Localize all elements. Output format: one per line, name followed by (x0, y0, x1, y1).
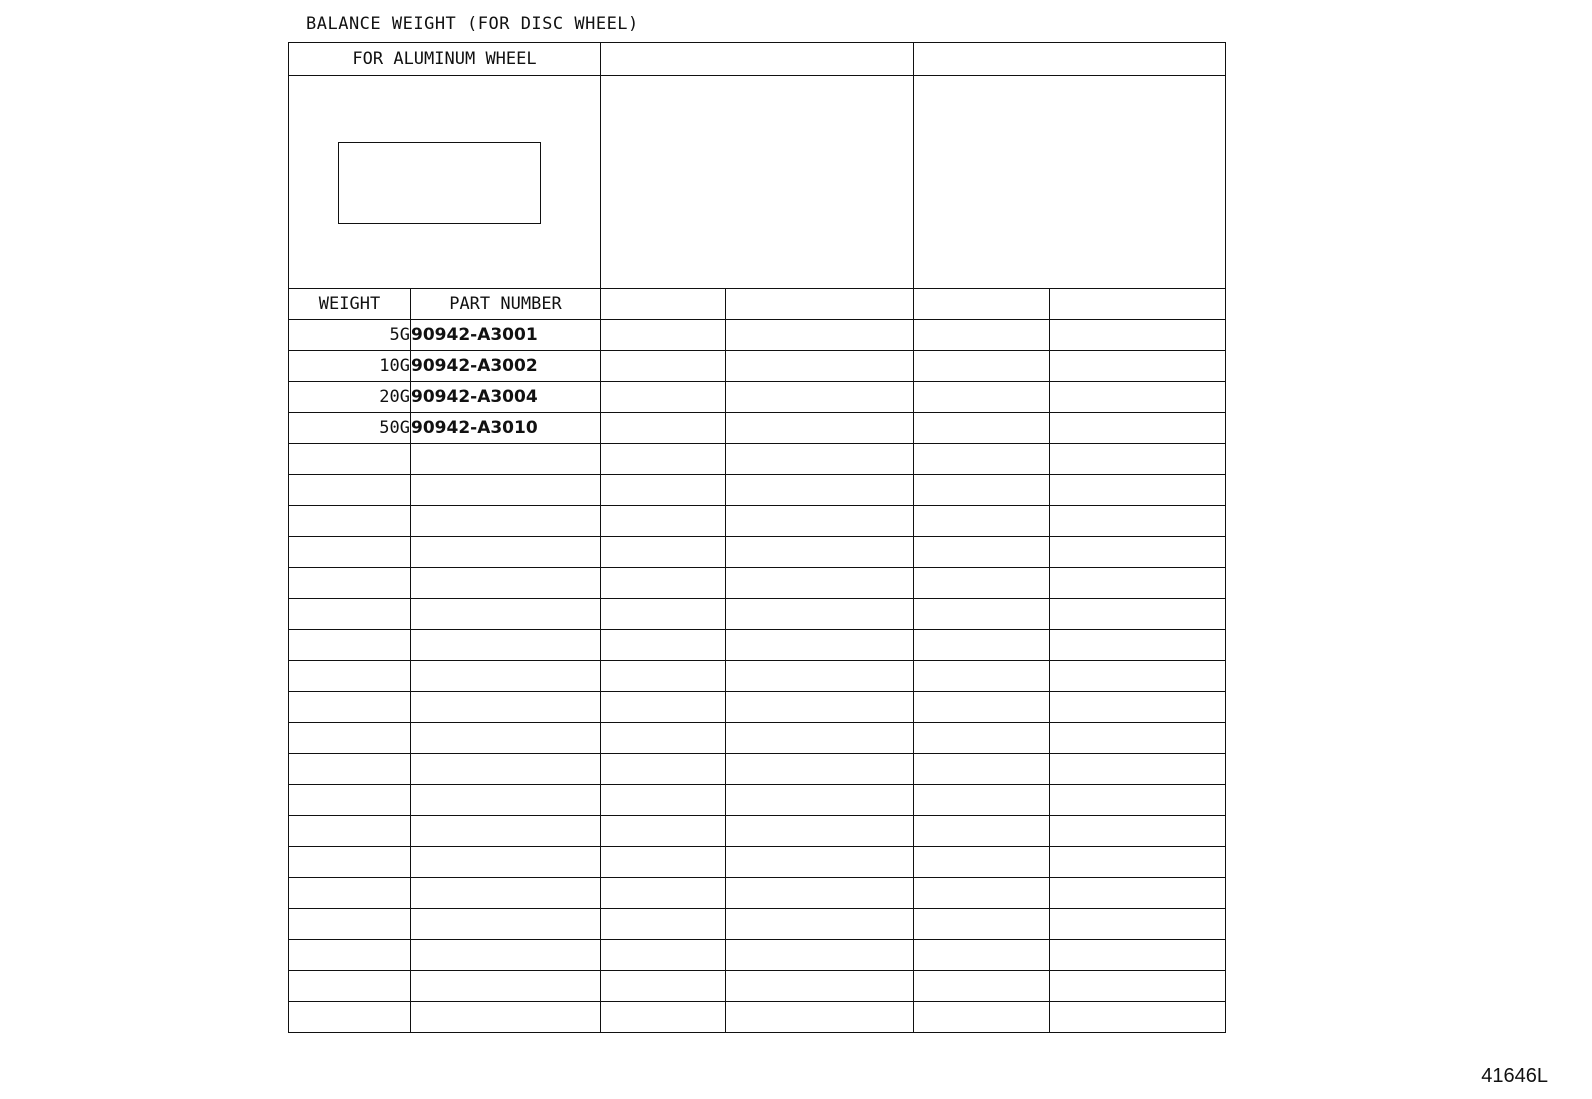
empty-cell (289, 723, 411, 754)
section-title-2 (601, 43, 914, 76)
empty-cell (289, 971, 411, 1002)
empty-cell (1050, 816, 1226, 847)
empty-cell (289, 568, 411, 599)
empty-cell (601, 568, 726, 599)
balance-weight-table (288, 42, 1226, 1033)
empty-cell (289, 785, 411, 816)
empty-cell (411, 661, 601, 692)
empty-table-row (289, 878, 1226, 909)
empty-cell (914, 971, 1050, 1002)
empty-cell (726, 537, 914, 568)
empty-cell (601, 878, 726, 909)
empty-cell (411, 506, 601, 537)
empty-cell (289, 599, 411, 630)
table-row (289, 320, 1226, 351)
empty-cell (1050, 785, 1226, 816)
empty-cell (411, 847, 601, 878)
empty-cell (726, 816, 914, 847)
empty-cell (289, 537, 411, 568)
empty-table-row (289, 971, 1226, 1002)
empty-table-row (289, 444, 1226, 475)
empty-cell (601, 816, 726, 847)
empty-cell (1050, 878, 1226, 909)
empty-cell (914, 382, 1050, 413)
empty-cell (601, 940, 726, 971)
empty-cell (1050, 971, 1226, 1002)
empty-cell (601, 475, 726, 506)
empty-cell (914, 351, 1050, 382)
empty-cell (601, 599, 726, 630)
empty-cell (914, 940, 1050, 971)
empty-table-row (289, 692, 1226, 723)
empty-cell (726, 723, 914, 754)
empty-header-cell (601, 289, 726, 320)
empty-cell (1050, 940, 1226, 971)
illustration-row (289, 76, 1226, 289)
empty-cell (726, 785, 914, 816)
section-title-aluminum-wheel: FOR ALUMINUM WHEEL (289, 43, 601, 76)
table-row (289, 382, 1226, 413)
empty-header-cell (726, 289, 914, 320)
empty-cell (289, 630, 411, 661)
empty-cell (601, 661, 726, 692)
empty-cell (289, 754, 411, 785)
empty-cell (411, 785, 601, 816)
empty-table-row (289, 909, 1226, 940)
empty-table-row (289, 847, 1226, 878)
section-header-row (289, 43, 1226, 76)
empty-cell (411, 878, 601, 909)
empty-cell (411, 475, 601, 506)
empty-cell (289, 847, 411, 878)
empty-cell (1050, 599, 1226, 630)
empty-table-row (289, 599, 1226, 630)
empty-cell (1050, 537, 1226, 568)
empty-cell (914, 444, 1050, 475)
empty-cell (601, 754, 726, 785)
empty-cell (601, 382, 726, 413)
empty-cell (914, 506, 1050, 537)
empty-cell (411, 599, 601, 630)
part-number-cell: 90942-A3004 (411, 382, 601, 413)
empty-cell (289, 692, 411, 723)
empty-cell (726, 630, 914, 661)
section-title-3 (914, 43, 1226, 76)
empty-cell (289, 661, 411, 692)
empty-cell (289, 909, 411, 940)
empty-table-row (289, 723, 1226, 754)
empty-table-row (289, 661, 1226, 692)
empty-cell (914, 630, 1050, 661)
weight-cell: 50G (289, 413, 411, 444)
empty-cell (726, 599, 914, 630)
empty-cell (411, 816, 601, 847)
empty-cell (726, 692, 914, 723)
empty-cell (1050, 723, 1226, 754)
empty-cell (601, 909, 726, 940)
empty-table-row (289, 1002, 1226, 1033)
empty-cell (1050, 847, 1226, 878)
empty-cell (601, 351, 726, 382)
part-number-cell: 90942-A3001 (411, 320, 601, 351)
empty-cell (601, 847, 726, 878)
empty-cell (726, 382, 914, 413)
empty-cell (411, 537, 601, 568)
empty-cell (726, 754, 914, 785)
empty-cell (1050, 475, 1226, 506)
balance-weight-illustration (338, 142, 541, 224)
empty-cell (914, 692, 1050, 723)
empty-cell (411, 568, 601, 599)
empty-table-row (289, 940, 1226, 971)
empty-cell (601, 320, 726, 351)
empty-cell (1050, 568, 1226, 599)
empty-cell (1050, 661, 1226, 692)
empty-cell (601, 1002, 726, 1033)
empty-cell (726, 475, 914, 506)
empty-cell (726, 971, 914, 1002)
illustration-cell-aluminum (289, 76, 601, 289)
empty-cell (914, 599, 1050, 630)
empty-cell (914, 847, 1050, 878)
weight-cell: 10G (289, 351, 411, 382)
empty-cell (289, 816, 411, 847)
table-row (289, 351, 1226, 382)
empty-cell (726, 847, 914, 878)
empty-table-row (289, 630, 1226, 661)
empty-cell (914, 723, 1050, 754)
empty-cell (726, 878, 914, 909)
column-header-row (289, 289, 1226, 320)
empty-cell (914, 475, 1050, 506)
empty-cell (411, 723, 601, 754)
empty-cell (411, 692, 601, 723)
page-code: 41646L (1481, 1065, 1548, 1087)
empty-cell (411, 971, 601, 1002)
empty-cell (601, 785, 726, 816)
empty-cell (914, 1002, 1050, 1033)
empty-cell (726, 413, 914, 444)
empty-cell (1050, 1002, 1226, 1033)
part-number-cell: 90942-A3010 (411, 413, 601, 444)
empty-cell (601, 723, 726, 754)
empty-table-row (289, 785, 1226, 816)
empty-cell (601, 537, 726, 568)
empty-cell (411, 940, 601, 971)
empty-cell (914, 537, 1050, 568)
empty-cell (601, 630, 726, 661)
empty-cell (1050, 692, 1226, 723)
illustration-cell-3 (914, 76, 1226, 289)
empty-cell (1050, 320, 1226, 351)
empty-cell (914, 661, 1050, 692)
empty-cell (289, 878, 411, 909)
empty-cell (726, 444, 914, 475)
empty-cell (411, 909, 601, 940)
empty-table-row (289, 475, 1226, 506)
empty-cell (289, 506, 411, 537)
empty-cell (1050, 754, 1226, 785)
empty-cell (726, 568, 914, 599)
empty-cell (726, 909, 914, 940)
empty-cell (914, 413, 1050, 444)
empty-cell (289, 444, 411, 475)
empty-cell (726, 1002, 914, 1033)
empty-cell (914, 320, 1050, 351)
part-number-column-header: PART NUMBER (411, 289, 601, 320)
empty-cell (411, 444, 601, 475)
empty-cell (1050, 444, 1226, 475)
empty-table-row (289, 754, 1226, 785)
empty-cell (601, 692, 726, 723)
empty-table-row (289, 568, 1226, 599)
empty-cell (601, 506, 726, 537)
weight-cell: 5G (289, 320, 411, 351)
empty-cell (1050, 630, 1226, 661)
empty-cell (601, 444, 726, 475)
weight-cell: 20G (289, 382, 411, 413)
empty-cell (1050, 506, 1226, 537)
empty-cell (1050, 351, 1226, 382)
empty-cell (601, 413, 726, 444)
empty-cell (1050, 382, 1226, 413)
empty-cell (726, 506, 914, 537)
illustration-cell-2 (601, 76, 914, 289)
empty-cell (289, 940, 411, 971)
empty-table-row (289, 506, 1226, 537)
empty-cell (726, 320, 914, 351)
empty-cell (914, 568, 1050, 599)
part-number-cell: 90942-A3002 (411, 351, 601, 382)
empty-table-row (289, 537, 1226, 568)
empty-cell (726, 661, 914, 692)
empty-header-cell (914, 289, 1050, 320)
empty-cell (411, 1002, 601, 1033)
table-row (289, 413, 1226, 444)
empty-cell (411, 754, 601, 785)
empty-cell (914, 816, 1050, 847)
page-title: BALANCE WEIGHT (FOR DISC WHEEL) (306, 14, 639, 34)
empty-cell (1050, 909, 1226, 940)
empty-cell (914, 785, 1050, 816)
weight-column-header: WEIGHT (289, 289, 411, 320)
empty-cell (289, 1002, 411, 1033)
empty-cell (914, 909, 1050, 940)
empty-header-cell (1050, 289, 1226, 320)
empty-cell (411, 630, 601, 661)
empty-table-row (289, 816, 1226, 847)
empty-cell (726, 351, 914, 382)
empty-cell (914, 878, 1050, 909)
empty-cell (601, 971, 726, 1002)
empty-cell (289, 475, 411, 506)
empty-cell (726, 940, 914, 971)
empty-cell (1050, 413, 1226, 444)
empty-cell (914, 754, 1050, 785)
